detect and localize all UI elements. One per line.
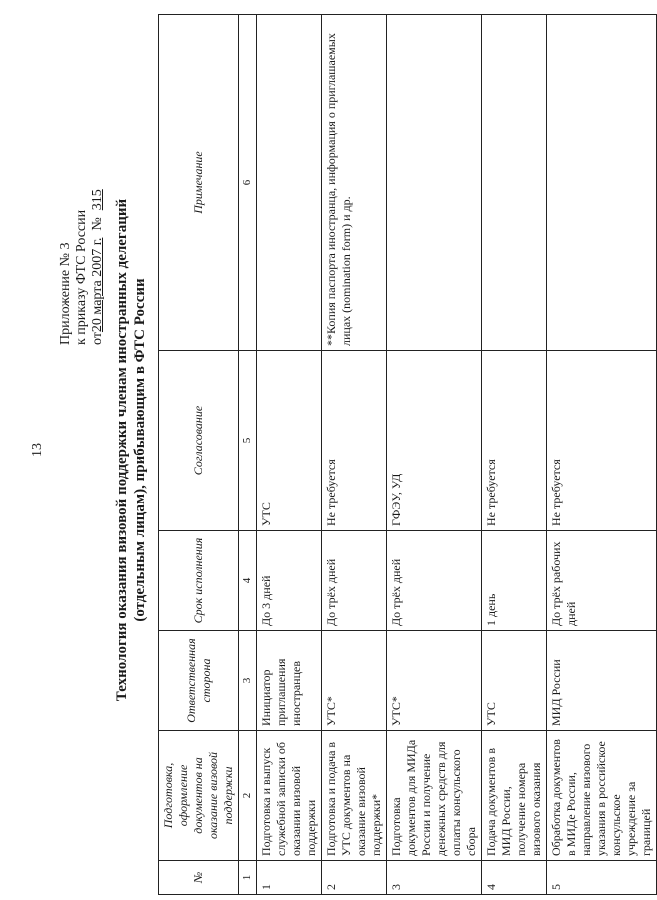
page-number: 13 xyxy=(30,443,45,457)
header-cell: Примечание xyxy=(159,15,239,351)
document-title xyxy=(113,70,149,830)
header-cell: Подготовка, оформление документов на оказание визовой поддержки xyxy=(159,731,239,861)
header-cell: Ответственная сторона xyxy=(159,631,239,731)
row-deadline: До трёх дней xyxy=(387,531,482,631)
row-responsible: МИД России xyxy=(547,631,657,731)
row-approval: ГФЭУ, УД xyxy=(387,351,482,531)
row-note xyxy=(547,15,657,351)
title-line1: Технология оказания визовой поддержки членам иностранных делегаций xyxy=(114,198,130,702)
row-action: Подготовка документов для МИДа России и получение денежных средств для оплаты консульского сбора xyxy=(387,731,482,861)
row-approval: Не требуется xyxy=(547,351,657,531)
row-note: **Копия паспорта иностранца, информация о приглашаемых лицах (nomination form) и др. xyxy=(322,15,387,351)
table-row xyxy=(257,15,322,895)
column-number: 5 xyxy=(239,351,257,531)
appendix-block xyxy=(58,95,106,345)
row-note xyxy=(257,15,322,351)
row-deadline: До 3 дней xyxy=(257,531,322,631)
table-row xyxy=(387,15,482,895)
appendix-number-label: № xyxy=(90,217,105,231)
row-deadline: До трёх рабочих дней xyxy=(547,531,657,631)
column-number: 2 xyxy=(239,731,257,861)
row-approval: УТС xyxy=(257,351,322,531)
appendix-line3 xyxy=(90,95,106,345)
row-note xyxy=(482,15,547,351)
row-deadline: 1 день xyxy=(482,531,547,631)
row-number: 4 xyxy=(482,861,547,895)
column-number-row xyxy=(239,15,257,895)
column-number: 3 xyxy=(239,631,257,731)
row-responsible: УТС* xyxy=(387,631,482,731)
row-action: Обработка документов в МИДе России, направление визового указания в российское консульское учреждение за границей xyxy=(547,731,657,861)
row-note xyxy=(387,15,482,351)
title-line2: (отдельным лицам), прибывающим в ФТС России xyxy=(132,278,148,622)
table-row xyxy=(547,15,657,895)
row-action: Подготовка и выпуск служебной записки об оказании визовой поддержки xyxy=(257,731,322,861)
row-number: 1 xyxy=(257,861,322,895)
row-number: 3 xyxy=(387,861,482,895)
header-cell: Согласование xyxy=(159,351,239,531)
appendix-number: 315 xyxy=(90,189,105,211)
table-row xyxy=(482,15,547,895)
appendix-line1: Приложение № 3 xyxy=(58,242,73,345)
column-number: 1 xyxy=(239,861,257,895)
row-approval: Не требуется xyxy=(482,351,547,531)
appendix-line2: к приказу ФТС России xyxy=(74,209,89,345)
row-responsible: Инициатор приглашения иностранцев xyxy=(257,631,322,731)
column-number: 6 xyxy=(239,15,257,351)
column-number: 4 xyxy=(239,531,257,631)
header-cell: Срок исполнения xyxy=(159,531,239,631)
row-deadline: До трёх дней xyxy=(322,531,387,631)
row-number: 2 xyxy=(322,861,387,895)
row-responsible: УТС xyxy=(482,631,547,731)
row-action: Подготовка и подача в УТС документов на оказание визовой поддержки* xyxy=(322,731,387,861)
table-header-row xyxy=(159,15,239,895)
appendix-date-prefix: от xyxy=(90,332,105,345)
row-approval: Не требуется xyxy=(322,351,387,531)
appendix-date: 20 марта 2007 г. xyxy=(90,237,105,333)
table-row xyxy=(322,15,387,895)
row-number: 5 xyxy=(547,861,657,895)
header-cell: № xyxy=(159,861,239,895)
row-action: Подача документов в МИД России, получение номера визового оказания xyxy=(482,731,547,861)
visa-support-table xyxy=(158,14,657,895)
row-responsible: УТС* xyxy=(322,631,387,731)
